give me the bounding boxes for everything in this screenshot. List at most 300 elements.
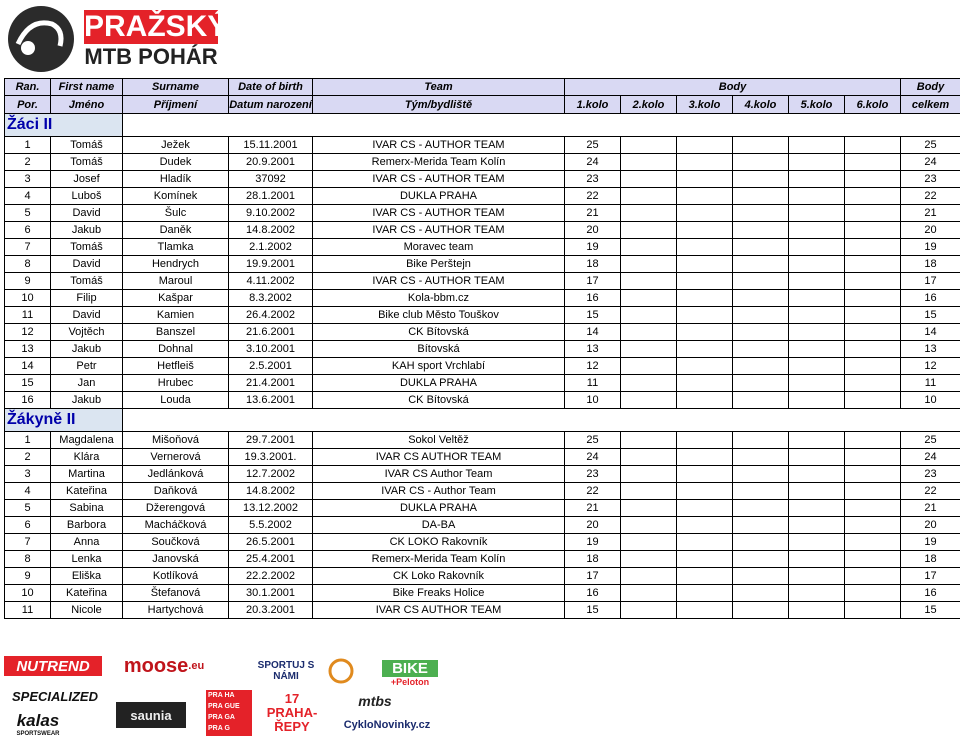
saunia-logo: saunia (116, 702, 186, 728)
table-row (5, 222, 960, 239)
cell-date-of-birth: 9.10.2002 (229, 205, 313, 222)
cell-round-5 (789, 392, 845, 409)
cell-date-of-birth: 13.12.2002 (229, 500, 313, 517)
cell-first-name: Eliška (51, 568, 123, 585)
cell-round-1: 19 (565, 534, 621, 551)
cell-round-1: 16 (565, 290, 621, 307)
nutrend-logo: NUTREND (4, 656, 102, 676)
cell-total: 12 (901, 358, 960, 375)
cell-surname: Janovská (123, 551, 229, 568)
cell-round-3 (677, 205, 733, 222)
table-row (5, 392, 960, 409)
table-row (5, 585, 960, 602)
cell-round-3 (677, 517, 733, 534)
cell-round-3 (677, 466, 733, 483)
cell-round-3 (677, 222, 733, 239)
cell-round-3 (677, 483, 733, 500)
cell-surname: Maroul (123, 273, 229, 290)
cell-round-3 (677, 341, 733, 358)
cell-round-6 (845, 256, 901, 273)
cell-rank: 9 (5, 273, 51, 290)
sponsor-logos (0, 648, 960, 739)
cell-round-4 (733, 137, 789, 154)
cell-round-2 (621, 324, 677, 341)
cell-round-2 (621, 568, 677, 585)
cell-date-of-birth: 20.9.2001 (229, 154, 313, 171)
cell-first-name: Tomáš (51, 137, 123, 154)
bike-peloton-logo (382, 658, 438, 688)
cell-date-of-birth: 30.1.2001 (229, 585, 313, 602)
cell-round-5 (789, 483, 845, 500)
cell-round-6 (845, 222, 901, 239)
cell-round-6 (845, 534, 901, 551)
table-row (5, 290, 960, 307)
cell-round-2 (621, 290, 677, 307)
cell-round-4 (733, 449, 789, 466)
cell-round-5 (789, 432, 845, 449)
cell-first-name: Tomáš (51, 273, 123, 290)
table-row (5, 517, 960, 534)
cell-first-name: Kateřina (51, 585, 123, 602)
col-rank: Ran. (5, 79, 51, 96)
cell-rank: 8 (5, 551, 51, 568)
cell-surname: Banszel (123, 324, 229, 341)
cell-round-3 (677, 568, 733, 585)
cell-round-5 (789, 358, 845, 375)
col-points-total: Body (901, 79, 960, 96)
cell-round-5 (789, 500, 845, 517)
cell-round-5 (789, 171, 845, 188)
sportuj-logo: SPORTUJ S NÁMI (257, 660, 315, 682)
cell-round-2 (621, 154, 677, 171)
cell-team: IVAR CS - AUTHOR TEAM (313, 171, 565, 188)
cell-rank: 1 (5, 137, 51, 154)
table-row (5, 273, 960, 290)
cell-round-2 (621, 432, 677, 449)
cell-surname: Ježek (123, 137, 229, 154)
cell-team: Bike Perštejn (313, 256, 565, 273)
cell-round-6 (845, 137, 901, 154)
cell-round-2 (621, 358, 677, 375)
cell-date-of-birth: 21.6.2001 (229, 324, 313, 341)
cell-round-2 (621, 171, 677, 188)
cell-rank: 13 (5, 341, 51, 358)
cell-round-3 (677, 137, 733, 154)
cell-total: 24 (901, 449, 960, 466)
cell-surname: Macháčková (123, 517, 229, 534)
col-por: Por. (5, 96, 51, 114)
col-kolo-1: 1.kolo (565, 96, 621, 114)
cell-round-6 (845, 432, 901, 449)
cell-total: 17 (901, 568, 960, 585)
praha-line-1: PRA HA (208, 692, 235, 699)
cell-round-2 (621, 466, 677, 483)
cell-date-of-birth: 25.4.2001 (229, 551, 313, 568)
cell-round-4 (733, 602, 789, 619)
cell-round-6 (845, 341, 901, 358)
cell-total: 23 (901, 466, 960, 483)
cell-first-name: Petr (51, 358, 123, 375)
cell-date-of-birth: 14.8.2002 (229, 483, 313, 500)
cell-round-4 (733, 392, 789, 409)
cell-round-1: 10 (565, 392, 621, 409)
cell-round-2 (621, 551, 677, 568)
cell-round-3 (677, 307, 733, 324)
cell-first-name: Luboš (51, 188, 123, 205)
bike-peloton-title: BIKE (382, 660, 438, 677)
section-title: Žákyně II (7, 411, 76, 428)
cell-round-4 (733, 290, 789, 307)
cell-round-2 (621, 517, 677, 534)
cell-rank: 3 (5, 466, 51, 483)
cell-first-name: David (51, 205, 123, 222)
cell-round-6 (845, 307, 901, 324)
cell-round-2 (621, 273, 677, 290)
cell-round-1: 17 (565, 568, 621, 585)
cell-date-of-birth: 13.6.2001 (229, 392, 313, 409)
cell-round-5 (789, 517, 845, 534)
cell-rank: 6 (5, 222, 51, 239)
cell-first-name: Tomáš (51, 239, 123, 256)
cell-total: 19 (901, 239, 960, 256)
cell-total: 18 (901, 256, 960, 273)
cell-round-1: 13 (565, 341, 621, 358)
cell-first-name: Vojtěch (51, 324, 123, 341)
col-tym: Tým/bydliště (313, 96, 565, 114)
cell-round-3 (677, 432, 733, 449)
cell-round-3 (677, 392, 733, 409)
table-row (5, 239, 960, 256)
cell-round-4 (733, 188, 789, 205)
cell-surname: Kotlíková (123, 568, 229, 585)
cell-round-1: 21 (565, 205, 621, 222)
cell-round-6 (845, 154, 901, 171)
cell-rank: 4 (5, 483, 51, 500)
col-jmeno: Jméno (51, 96, 123, 114)
cell-round-1: 24 (565, 154, 621, 171)
cell-round-2 (621, 375, 677, 392)
cell-team: IVAR CS - Author Team (313, 483, 565, 500)
cell-round-6 (845, 585, 901, 602)
cell-first-name: Martina (51, 466, 123, 483)
cell-round-6 (845, 568, 901, 585)
header-row-english (5, 79, 960, 96)
cell-round-3 (677, 375, 733, 392)
section-filler (123, 114, 960, 137)
cell-rank: 11 (5, 307, 51, 324)
cell-total: 25 (901, 432, 960, 449)
cell-round-3 (677, 290, 733, 307)
table-row (5, 375, 960, 392)
cell-surname: Daňková (123, 483, 229, 500)
cell-surname: Tlamka (123, 239, 229, 256)
cell-team: DUKLA PRAHA (313, 500, 565, 517)
cell-round-5 (789, 375, 845, 392)
col-kolo-5: 5.kolo (789, 96, 845, 114)
praha-line-3: PRA GA (208, 714, 235, 721)
cell-surname: Jedlánková (123, 466, 229, 483)
praha-repy-logo: 17 PRAHA-ŘEPY (266, 691, 318, 734)
cell-round-4 (733, 483, 789, 500)
cell-date-of-birth: 28.1.2001 (229, 188, 313, 205)
cell-team: DA-BA (313, 517, 565, 534)
cell-first-name: Jakub (51, 222, 123, 239)
cell-total: 20 (901, 222, 960, 239)
cell-round-3 (677, 154, 733, 171)
cell-round-1: 19 (565, 239, 621, 256)
cell-round-1: 25 (565, 432, 621, 449)
cell-round-6 (845, 483, 901, 500)
cell-rank: 14 (5, 358, 51, 375)
cell-date-of-birth: 4.11.2002 (229, 273, 313, 290)
table-row (5, 324, 960, 341)
cell-date-of-birth: 14.8.2002 (229, 222, 313, 239)
kalas-sub: SPORTSWEAR (16, 731, 60, 737)
cell-surname: Kamien (123, 307, 229, 324)
cell-date-of-birth: 22.2.2002 (229, 568, 313, 585)
cell-team: Bike club Město Touškov (313, 307, 565, 324)
cell-total: 11 (901, 375, 960, 392)
table-row (5, 602, 960, 619)
cell-round-3 (677, 188, 733, 205)
cell-round-6 (845, 500, 901, 517)
cell-team: IVAR CS Author Team (313, 466, 565, 483)
cell-rank: 9 (5, 568, 51, 585)
cell-date-of-birth: 19.3.2001. (229, 449, 313, 466)
cell-total: 15 (901, 307, 960, 324)
cell-total: 24 (901, 154, 960, 171)
cell-team: Remerx-Merida Team Kolín (313, 551, 565, 568)
section-header-row (5, 409, 960, 432)
cell-first-name: Magdalena (51, 432, 123, 449)
cell-round-5 (789, 534, 845, 551)
cell-surname: Hetfleiš (123, 358, 229, 375)
cell-round-6 (845, 375, 901, 392)
cell-round-4 (733, 307, 789, 324)
col-prijmeni: Příjmení (123, 96, 229, 114)
cell-surname: Součková (123, 534, 229, 551)
cell-total: 25 (901, 137, 960, 154)
cell-round-5 (789, 324, 845, 341)
cell-total: 17 (901, 273, 960, 290)
cell-round-2 (621, 256, 677, 273)
cell-total: 14 (901, 324, 960, 341)
cell-team: Bítovská (313, 341, 565, 358)
cell-first-name: Anna (51, 534, 123, 551)
cell-round-1: 18 (565, 256, 621, 273)
cell-team: DUKLA PRAHA (313, 188, 565, 205)
cell-total: 19 (901, 534, 960, 551)
cell-total: 13 (901, 341, 960, 358)
results-body (5, 114, 960, 619)
header (0, 0, 960, 78)
cell-round-6 (845, 449, 901, 466)
cell-date-of-birth: 21.4.2001 (229, 375, 313, 392)
cell-date-of-birth: 37092 (229, 171, 313, 188)
cell-round-2 (621, 137, 677, 154)
cell-round-1: 18 (565, 551, 621, 568)
cell-rank: 2 (5, 449, 51, 466)
cell-rank: 16 (5, 392, 51, 409)
cell-total: 18 (901, 551, 960, 568)
cell-round-4 (733, 568, 789, 585)
table-row (5, 307, 960, 324)
cell-round-5 (789, 449, 845, 466)
cell-round-5 (789, 602, 845, 619)
cell-round-3 (677, 602, 733, 619)
cell-round-4 (733, 273, 789, 290)
cell-total: 23 (901, 171, 960, 188)
cell-round-1: 12 (565, 358, 621, 375)
table-row (5, 500, 960, 517)
cell-round-5 (789, 205, 845, 222)
cell-rank: 5 (5, 500, 51, 517)
cell-team: IVAR CS - AUTHOR TEAM (313, 205, 565, 222)
cell-total: 21 (901, 500, 960, 517)
cell-total: 22 (901, 188, 960, 205)
bike-peloton-sub: +Peloton (390, 676, 430, 687)
cell-total: 20 (901, 517, 960, 534)
moose-text: moose (123, 654, 189, 677)
badge-logo-icon (328, 658, 354, 684)
cell-surname: Džerengová (123, 500, 229, 517)
col-celkem: celkem (901, 96, 960, 114)
cell-first-name: Lenka (51, 551, 123, 568)
cell-date-of-birth: 26.4.2002 (229, 307, 313, 324)
cell-rank: 4 (5, 188, 51, 205)
cell-round-2 (621, 205, 677, 222)
table-row (5, 137, 960, 154)
table-row (5, 483, 960, 500)
cell-surname: Louda (123, 392, 229, 409)
cell-round-2 (621, 449, 677, 466)
cell-first-name: Barbora (51, 517, 123, 534)
table-row (5, 358, 960, 375)
cell-round-4 (733, 154, 789, 171)
cell-round-2 (621, 341, 677, 358)
cell-round-6 (845, 171, 901, 188)
cell-date-of-birth: 5.5.2002 (229, 517, 313, 534)
cell-round-3 (677, 585, 733, 602)
cell-rank: 8 (5, 256, 51, 273)
cell-round-1: 20 (565, 222, 621, 239)
col-date-of-birth: Date of birth (229, 79, 313, 96)
table-row (5, 466, 960, 483)
cell-first-name: Jakub (51, 341, 123, 358)
cell-round-5 (789, 273, 845, 290)
cell-round-2 (621, 602, 677, 619)
cell-round-6 (845, 466, 901, 483)
praha-line-2: PRA GUE (208, 703, 240, 710)
cell-round-1: 22 (565, 188, 621, 205)
cell-round-5 (789, 256, 845, 273)
cell-rank: 7 (5, 239, 51, 256)
header-row-czech (5, 96, 960, 114)
cell-total: 15 (901, 602, 960, 619)
cell-date-of-birth: 29.7.2001 (229, 432, 313, 449)
section-header-row (5, 114, 960, 137)
table-row (5, 256, 960, 273)
cell-round-4 (733, 517, 789, 534)
cell-round-4 (733, 256, 789, 273)
kalas-logo (6, 710, 70, 738)
cell-round-6 (845, 358, 901, 375)
table-row (5, 154, 960, 171)
mtbs-logo: mtbs (358, 693, 392, 709)
cell-round-2 (621, 307, 677, 324)
cell-first-name: Jan (51, 375, 123, 392)
cell-round-6 (845, 517, 901, 534)
cell-rank: 10 (5, 290, 51, 307)
cell-surname: Štefanová (123, 585, 229, 602)
cell-team: CK Loko Rakovník (313, 568, 565, 585)
cell-date-of-birth: 3.10.2001 (229, 341, 313, 358)
cell-team: Remerx-Merida Team Kolín (313, 154, 565, 171)
cell-round-5 (789, 188, 845, 205)
cell-round-3 (677, 256, 733, 273)
cell-rank: 2 (5, 154, 51, 171)
cell-round-1: 16 (565, 585, 621, 602)
cell-rank: 7 (5, 534, 51, 551)
cell-round-1: 24 (565, 449, 621, 466)
table-row (5, 171, 960, 188)
cell-round-4 (733, 375, 789, 392)
cell-total: 21 (901, 205, 960, 222)
cell-round-5 (789, 154, 845, 171)
cell-total: 22 (901, 483, 960, 500)
cell-team: Bike Freaks Holice (313, 585, 565, 602)
results-table (4, 78, 960, 619)
cell-round-2 (621, 392, 677, 409)
col-kolo-4: 4.kolo (733, 96, 789, 114)
cell-surname: Dohnal (123, 341, 229, 358)
cell-round-2 (621, 500, 677, 517)
table-row (5, 551, 960, 568)
cell-round-5 (789, 341, 845, 358)
cell-surname: Kašpar (123, 290, 229, 307)
cell-round-4 (733, 432, 789, 449)
cell-round-1: 15 (565, 307, 621, 324)
col-points-rounds: Body (565, 79, 901, 96)
cell-round-4 (733, 466, 789, 483)
cell-surname: Hladík (123, 171, 229, 188)
cell-round-6 (845, 273, 901, 290)
cell-date-of-birth: 19.9.2001 (229, 256, 313, 273)
col-kolo-3: 3.kolo (677, 96, 733, 114)
cell-first-name: Nicole (51, 602, 123, 619)
section-title-cell (5, 114, 123, 137)
cell-team: CK LOKO Rakovník (313, 534, 565, 551)
cell-surname: Šulc (123, 205, 229, 222)
cell-round-4 (733, 551, 789, 568)
cell-round-5 (789, 290, 845, 307)
col-kolo-6: 6.kolo (845, 96, 901, 114)
cell-team: CK Bítovská (313, 392, 565, 409)
cell-round-3 (677, 273, 733, 290)
col-first-name: First name (51, 79, 123, 96)
cell-first-name: Jakub (51, 392, 123, 409)
cell-surname: Hendrych (123, 256, 229, 273)
col-team: Team (313, 79, 565, 96)
cell-round-5 (789, 222, 845, 239)
cell-surname: Dudek (123, 154, 229, 171)
moose-suffix: .eu (188, 660, 205, 672)
cell-team: CK Bítovská (313, 324, 565, 341)
cell-surname: Hrubec (123, 375, 229, 392)
cell-round-5 (789, 466, 845, 483)
cell-round-5 (789, 568, 845, 585)
cell-round-4 (733, 171, 789, 188)
